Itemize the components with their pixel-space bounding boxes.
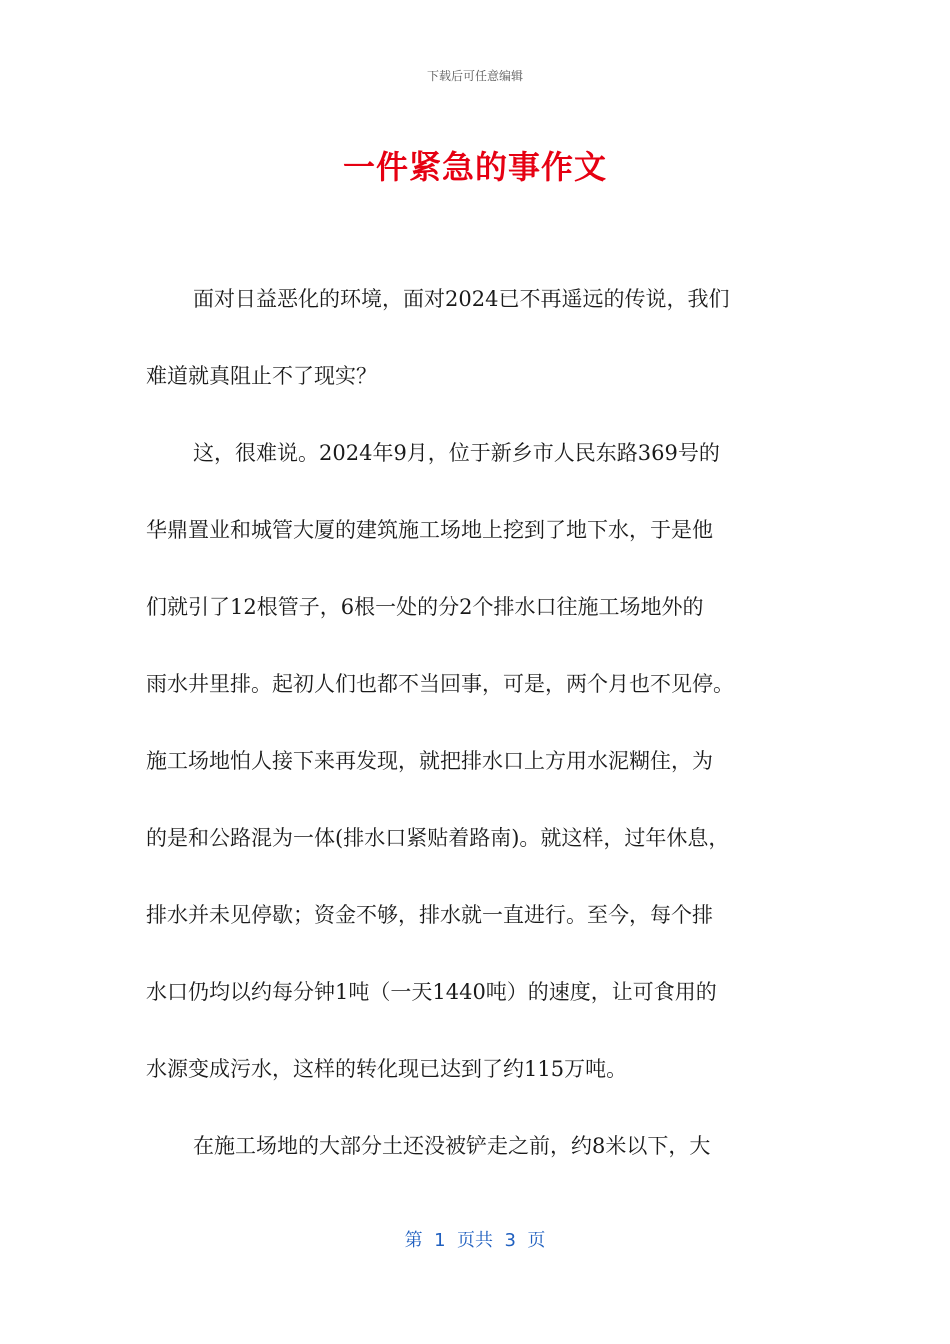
paragraph-line: 雨水井里排。起初人们也都不当回事，可是，两个月也不见停。 — [146, 672, 734, 696]
paragraph-line: 面对日益恶化的环境，面对2024已不再遥远的传说，我们 — [193, 287, 730, 311]
paragraph-line: 难道就真阻止不了现实？ — [146, 364, 377, 388]
paragraph-line: 华鼎置业和城管大厦的建筑施工场地上挖到了地下水，于是他 — [146, 518, 713, 542]
paragraph-line: 在施工场地的大部分土还没被铲走之前，约8米以下，大 — [193, 1134, 711, 1158]
document-title: 一件紧急的事作文 — [342, 148, 607, 186]
paragraph-line: 们就引了12根管子，6根一处的分2个排水口往施工场地外的 — [146, 595, 704, 619]
paragraph-line: 排水并未见停歇；资金不够，排水就一直进行。至今，每个排 — [146, 903, 713, 927]
paragraph-line: 这，很难说。2024年9月，位于新乡市人民东路369号的 — [193, 441, 720, 465]
paragraph-line: 水口仍均以约每分钟1吨（一天1440吨）的速度，让可食用的 — [146, 980, 717, 1004]
header-note: 下载后可任意编辑 — [426, 69, 523, 83]
document-body — [146, 268, 806, 1192]
paragraph-line: 施工场地怕人接下来再发现，就把排水口上方用水泥糊住，为 — [146, 749, 713, 773]
paragraph-line: 水源变成污水，这样的转化现已达到了约115万吨。 — [146, 1057, 628, 1081]
page-number-footer: 第 1 页共 3 页 — [404, 1230, 546, 1251]
paragraph-line: 的是和公路混为一体(排水口紧贴着路南)。就这样，过年休息， — [146, 826, 730, 850]
